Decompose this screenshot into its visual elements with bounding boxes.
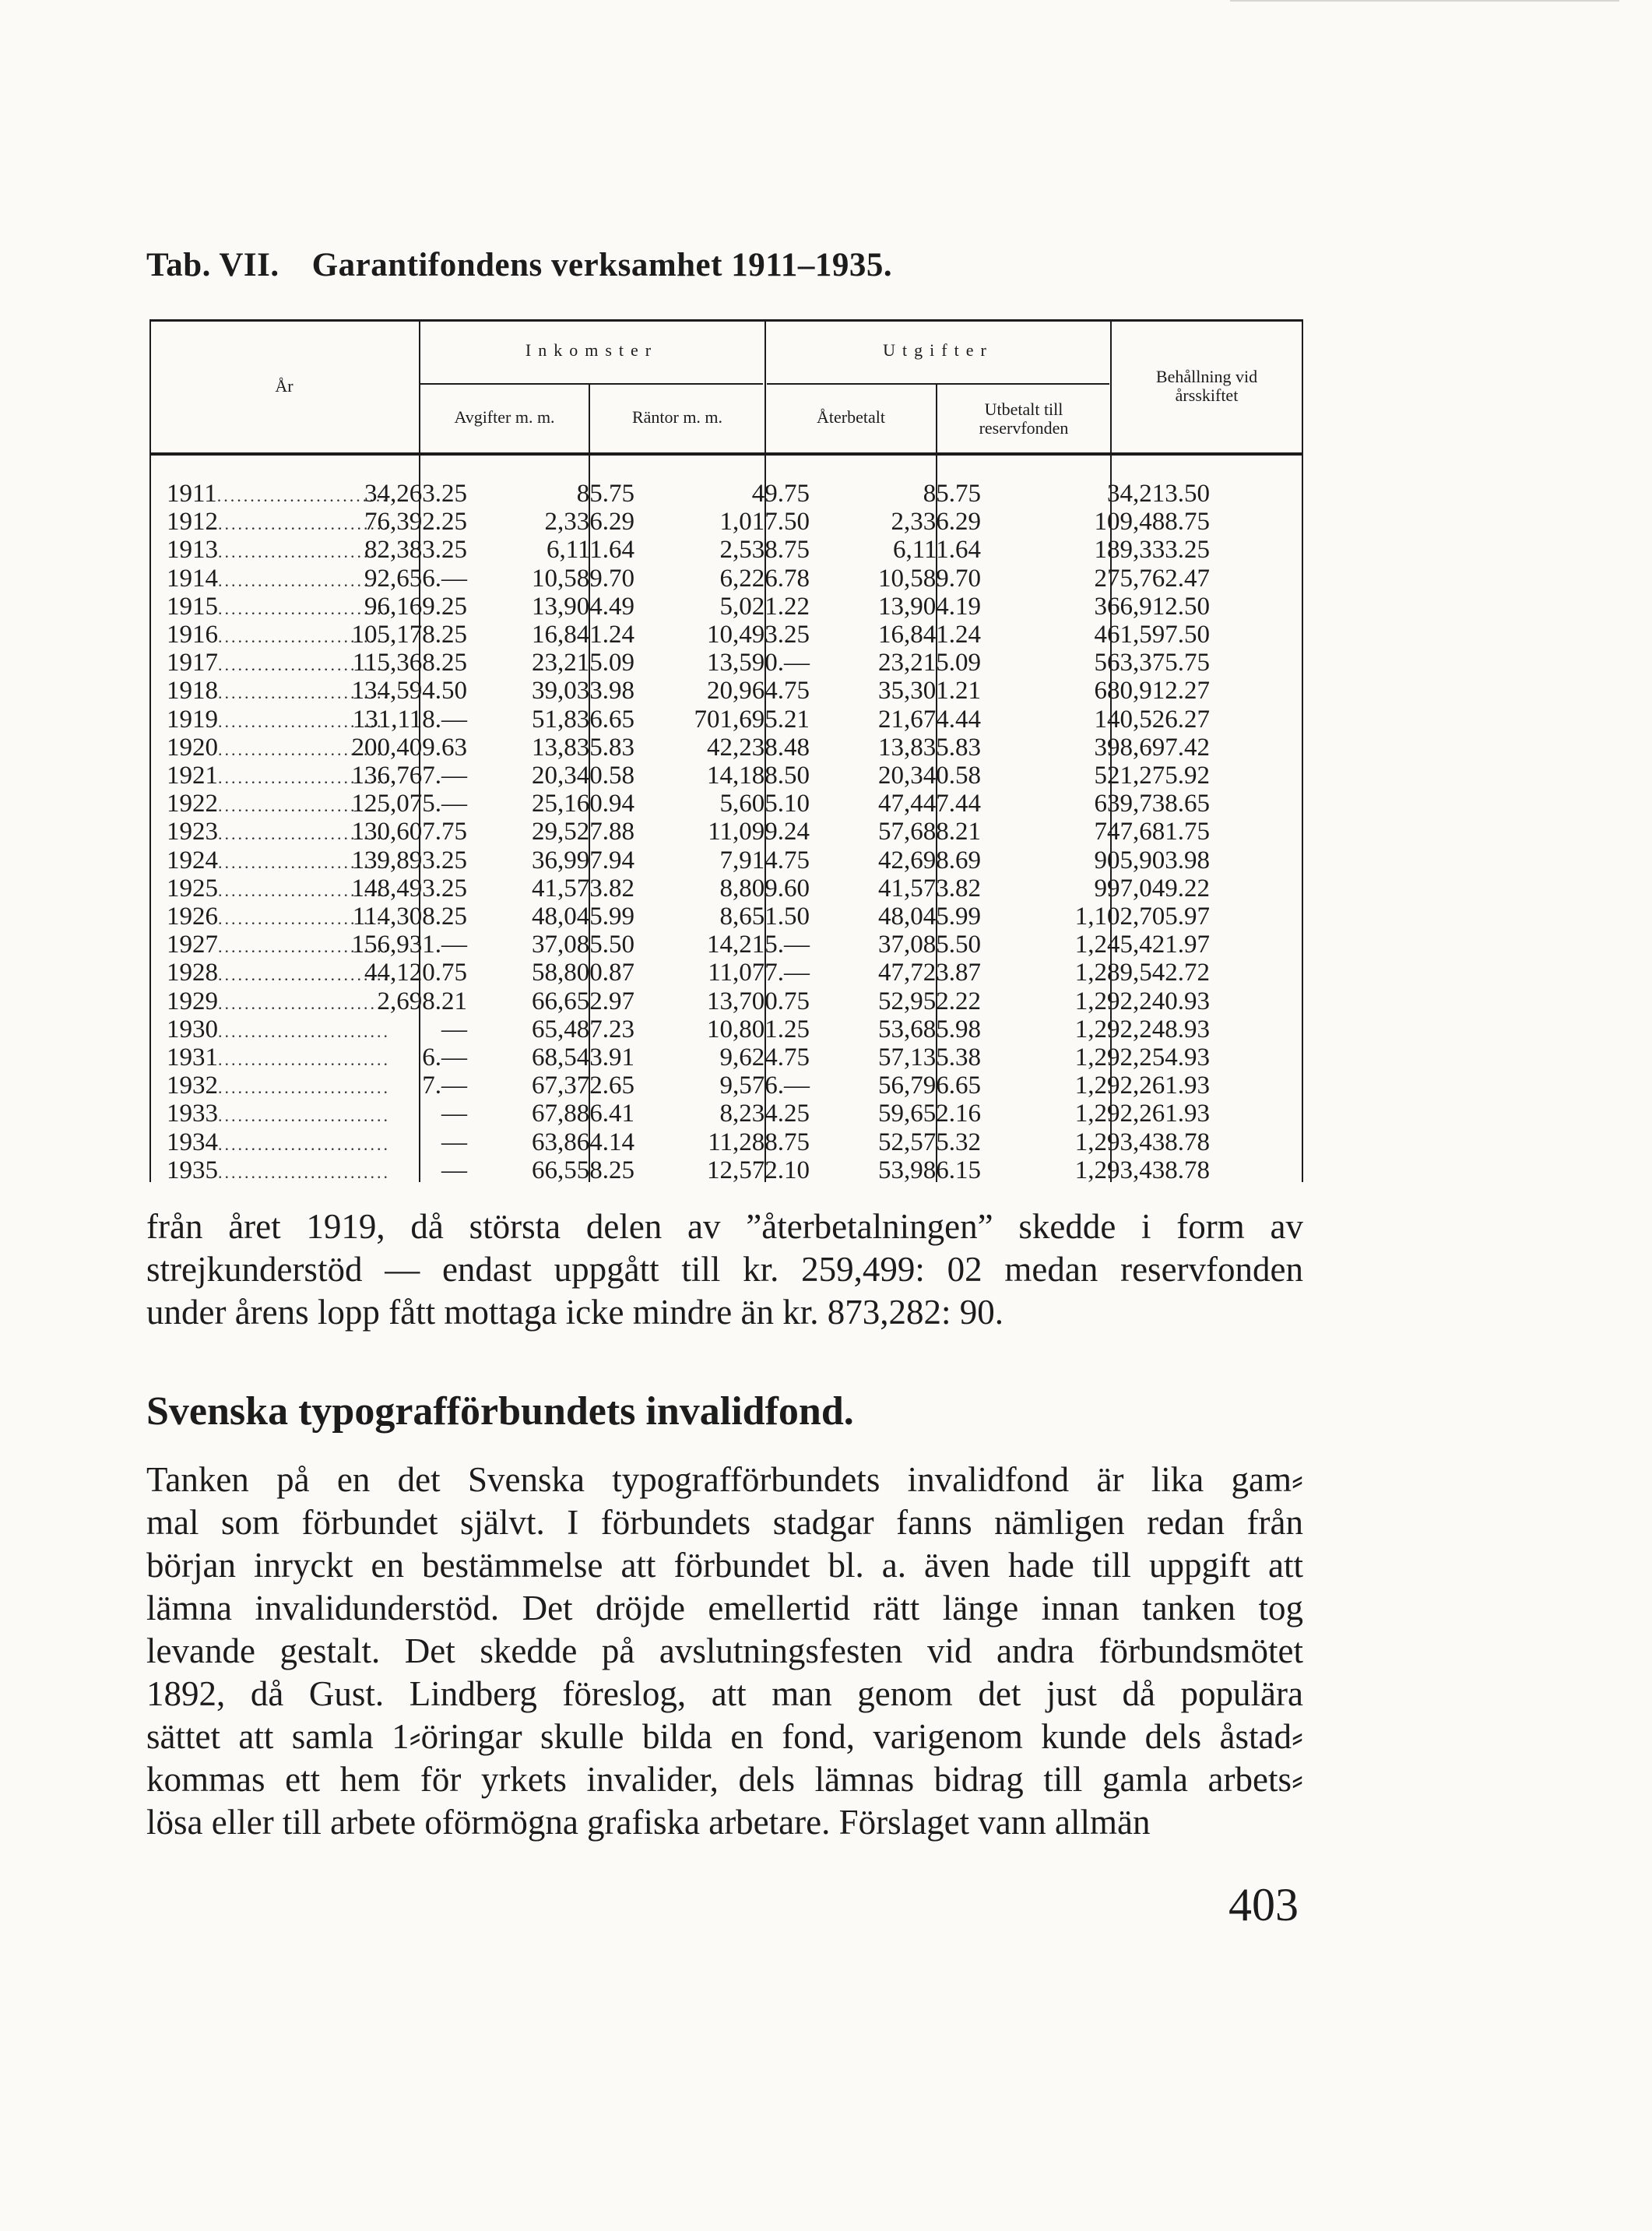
cell-year <box>167 1100 408 1130</box>
cell-repaid: 11,077.— <box>708 959 810 987</box>
cell-fees: 139,893.25 <box>351 846 467 874</box>
table-row <box>149 762 1303 790</box>
cell-fees: 6.— <box>422 1043 467 1072</box>
year-text: 1925 <box>167 874 218 903</box>
year-text: 1932 <box>167 1072 218 1100</box>
cell-interest: 51,836.65 <box>532 705 634 734</box>
cell-balance: 140,526.27 <box>1094 705 1210 734</box>
cell-interest: 2,336.29 <box>544 508 634 537</box>
cell-interest: 29,527.88 <box>532 818 634 846</box>
leader-dots: .......................... <box>218 909 390 928</box>
table-row <box>149 1043 1303 1072</box>
cell-interest: 67,372.65 <box>532 1072 634 1100</box>
cell-interest: 67,886.41 <box>532 1100 634 1128</box>
cell-year <box>167 1015 408 1046</box>
year-text: 1914 <box>167 564 218 593</box>
text-line: sättet att samla 1⸗öringar skulle bilda en fond, varigenom kunde dels åstad⸗ <box>146 1717 1303 1756</box>
cell-repaid: 9,576.— <box>719 1072 810 1100</box>
cell-repaid: 10,801.25 <box>707 1015 810 1043</box>
year-text: 1921 <box>167 762 218 790</box>
table-row <box>149 565 1303 593</box>
cell-fees: 2,698.21 <box>377 987 467 1015</box>
leader-dots: .......................... <box>218 1050 390 1069</box>
cell-year <box>167 1072 408 1102</box>
table-row <box>149 734 1303 762</box>
cell-balance: 1,292,240.93 <box>1074 987 1210 1015</box>
cell-paid: 47,723.87 <box>878 959 981 987</box>
cell-balance: 1,292,248.93 <box>1074 1015 1210 1043</box>
cell-balance: 1,292,261.93 <box>1074 1072 1210 1100</box>
leader-dots: .......................... <box>218 683 390 703</box>
cell-year <box>167 1043 408 1074</box>
cell-balance: 521,275.92 <box>1094 762 1210 790</box>
table-row <box>149 959 1303 987</box>
cell-interest: 36,997.94 <box>532 846 634 874</box>
cell-fees: 200,409.63 <box>351 733 467 762</box>
leader-dots: .......................... <box>218 824 390 844</box>
cell-balance: 189,333.25 <box>1094 536 1210 565</box>
cell-interest: 39,033.98 <box>532 677 634 706</box>
leader-dots: .......................... <box>218 655 390 675</box>
cell-balance: 461,597.50 <box>1094 621 1210 649</box>
leader-dots: .......................... <box>218 993 390 1013</box>
cell-balance: 563,375.75 <box>1094 649 1210 677</box>
cell-interest: 65,487.23 <box>532 1015 634 1043</box>
cell-fees: 96,169.25 <box>364 592 467 621</box>
year-text: 1928 <box>167 959 218 987</box>
header-paid-line1: Utbetalt till <box>984 399 1063 419</box>
cell-balance: 680,912.27 <box>1094 677 1210 706</box>
header-interest: Räntor m. m. <box>631 407 723 427</box>
cell-balance: 275,762.47 <box>1094 564 1210 593</box>
cell-repaid: 9,624.75 <box>719 1043 810 1072</box>
cell-balance: 1,293,438.78 <box>1074 1156 1210 1184</box>
cell-fees: 44,120.75 <box>364 959 467 987</box>
cell-fees: — <box>441 1015 467 1043</box>
cell-interest: 85.75 <box>576 480 634 508</box>
leader-dots: .......................... <box>218 1106 390 1126</box>
table-row <box>149 1072 1303 1100</box>
year-text: 1918 <box>167 677 218 706</box>
cell-balance: 34,213.50 <box>1107 480 1210 508</box>
cell-repaid: 42,238.48 <box>707 733 810 762</box>
table-label: Tab. VII. <box>146 247 279 283</box>
text-line: mal som förbundet självt. I förbundets stadgar fanns nämligen redan från <box>146 1503 1303 1542</box>
cell-interest: 41,573.82 <box>532 874 634 903</box>
text-line: från året 1919, då största delen av ”återbetalningen” skedde i form av <box>146 1207 1303 1246</box>
cell-repaid: 13,590.— <box>707 649 810 677</box>
cell-repaid: 8,234.25 <box>719 1100 810 1128</box>
cell-fees: 115,368.25 <box>352 649 467 677</box>
cell-interest: 20,340.58 <box>532 762 634 790</box>
header-balance-line1: Behållning vid <box>1155 367 1258 386</box>
cell-fees: 92,656.— <box>364 564 467 593</box>
table-row <box>149 790 1303 818</box>
leader-dots: .......................... <box>216 486 389 505</box>
cell-paid: 2,336.29 <box>891 508 981 537</box>
cell-repaid: 1,017.50 <box>719 508 810 537</box>
year-text: 1913 <box>167 536 218 565</box>
cell-year <box>167 1156 408 1187</box>
leader-dots: .......................... <box>218 739 390 759</box>
cell-repaid: 14,215.— <box>707 931 810 959</box>
cell-repaid: 7,914.75 <box>719 846 810 874</box>
year-text: 1922 <box>167 790 218 818</box>
scan-edge-line <box>1230 0 1619 2</box>
year-text: 1911 <box>167 480 217 508</box>
year-text: 1933 <box>167 1100 218 1128</box>
leader-dots: .......................... <box>218 965 390 985</box>
cell-interest: 66,652.97 <box>532 987 634 1015</box>
year-text: 1919 <box>167 705 218 734</box>
cell-fees: — <box>441 1100 467 1128</box>
cell-balance: 1,102,705.97 <box>1074 903 1210 931</box>
cell-paid: 35,301.21 <box>878 677 981 706</box>
leader-dots: .......................... <box>218 768 390 787</box>
expense-group-rule <box>767 383 1109 385</box>
table-row <box>149 1156 1303 1184</box>
table-row <box>149 987 1303 1015</box>
header-income: Inkomster <box>525 340 659 360</box>
cell-balance: 747,681.75 <box>1094 818 1210 846</box>
table-title-text: Garantifondens verksamhet 1911–1935. <box>311 247 893 283</box>
cell-interest: 25,160.94 <box>532 790 634 818</box>
cell-paid: 52,575.32 <box>878 1128 981 1156</box>
cell-paid: 21,674.44 <box>878 705 981 734</box>
cell-fees: 134,594.50 <box>351 677 467 706</box>
cell-repaid: 5,605.10 <box>719 790 810 818</box>
cell-paid: 53,685.98 <box>878 1015 981 1043</box>
cell-interest: 16,841.24 <box>532 621 634 649</box>
cell-fees: 7.— <box>422 1072 467 1100</box>
cell-paid: 41,573.82 <box>878 874 981 903</box>
cell-paid: 37,085.50 <box>878 931 981 959</box>
table-row <box>149 1128 1303 1156</box>
cell-paid: 42,698.69 <box>878 846 981 874</box>
section-heading: Svenska typografförbundets invalidfond. <box>146 1389 854 1434</box>
header-year: År <box>275 376 293 396</box>
cell-repaid: 8,809.60 <box>719 874 810 903</box>
table-row <box>149 874 1303 903</box>
section-paragraph <box>146 1459 1303 1844</box>
year-text: 1934 <box>167 1128 218 1156</box>
year-text: 1935 <box>167 1156 218 1184</box>
cell-interest: 13,904.49 <box>532 592 634 621</box>
year-text: 1924 <box>167 846 218 874</box>
cell-balance: 1,293,438.78 <box>1074 1128 1210 1156</box>
cell-interest: 10,589.70 <box>532 564 634 593</box>
cell-paid: 56,796.65 <box>878 1072 981 1100</box>
cell-paid: 13,904.19 <box>878 592 981 621</box>
leader-dots: .......................... <box>218 598 390 618</box>
cell-balance: 905,903.98 <box>1094 846 1210 874</box>
year-text: 1916 <box>167 621 218 649</box>
cell-interest: 58,800.87 <box>532 959 634 987</box>
year-text: 1931 <box>167 1043 218 1072</box>
leader-dots: .......................... <box>218 937 390 957</box>
leader-dots: .......................... <box>218 627 390 646</box>
text-line: 1892, då Gust. Lindberg föreslog, att man genom det just då populära <box>146 1674 1303 1713</box>
header-expenses: Utgifter <box>883 340 993 360</box>
cell-repaid: 2,538.75 <box>719 536 810 565</box>
year-text: 1929 <box>167 987 218 1015</box>
text-line: under årens lopp fått mottaga icke mindre än kr. 873,282: 90. <box>146 1293 1004 1332</box>
table-title <box>146 246 892 284</box>
cell-balance: 997,049.22 <box>1094 874 1210 903</box>
table-header-rule <box>149 452 1303 456</box>
cell-balance: 1,289,542.72 <box>1074 959 1210 987</box>
cell-balance: 398,697.42 <box>1094 733 1210 762</box>
cell-fees: 130,607.75 <box>351 818 467 846</box>
cell-fees: 105,178.25 <box>351 621 467 649</box>
table-row <box>149 846 1303 874</box>
header-fees: Avgifter m. m. <box>454 407 555 427</box>
leader-dots: .......................... <box>218 514 390 534</box>
cell-paid: 16,841.24 <box>878 621 981 649</box>
year-text: 1920 <box>167 733 218 762</box>
cell-interest: 6,111.64 <box>546 536 634 565</box>
year-text: 1927 <box>167 931 218 959</box>
cell-balance: 109,488.75 <box>1094 508 1210 537</box>
cell-repaid: 5,021.22 <box>719 592 810 621</box>
table-row <box>149 480 1303 508</box>
cell-year <box>167 987 408 1018</box>
cell-fees: 76,392.25 <box>364 508 467 537</box>
cell-balance: 1,292,254.93 <box>1074 1043 1210 1072</box>
year-text: 1930 <box>167 1015 218 1043</box>
header-repaid: Återbetalt <box>817 407 885 427</box>
table-row <box>149 903 1303 931</box>
text-line: början inryckt en bestämmelse att förbundet bl. a. även hade till uppgift att <box>146 1546 1303 1585</box>
cell-fees: 156,931.— <box>351 931 467 959</box>
cell-paid: 85.75 <box>923 480 981 508</box>
cell-interest: 23,215.09 <box>532 649 634 677</box>
cell-repaid: 14,188.50 <box>707 762 810 790</box>
cell-repaid: 6,226.78 <box>719 564 810 593</box>
header-paid-line2: reservfonden <box>979 418 1069 438</box>
table-top-rule <box>149 319 1303 322</box>
cell-paid: 57,135.38 <box>878 1043 981 1072</box>
cell-fees: 136,767.— <box>351 762 467 790</box>
year-text: 1926 <box>167 903 218 931</box>
year-text: 1912 <box>167 508 218 537</box>
cell-interest: 48,045.99 <box>532 903 634 931</box>
cell-balance: 1,292,261.93 <box>1074 1100 1210 1128</box>
table-row <box>149 677 1303 705</box>
cell-paid: 59,652.16 <box>878 1100 981 1128</box>
header-balance-line2: årsskiftet <box>1175 385 1239 405</box>
leader-dots: .......................... <box>218 880 390 900</box>
cell-paid: 53,986.15 <box>878 1156 981 1184</box>
cell-repaid: 13,700.75 <box>707 987 810 1015</box>
table-row <box>149 1015 1303 1043</box>
cell-paid: 52,952.22 <box>878 987 981 1015</box>
cell-repaid: 11,099.24 <box>708 818 810 846</box>
table-row <box>149 508 1303 536</box>
year-text: 1915 <box>167 592 218 621</box>
table-row <box>149 931 1303 959</box>
cell-paid: 23,215.09 <box>878 649 981 677</box>
cell-paid: 20,340.58 <box>878 762 981 790</box>
cell-fees: 125,075.— <box>351 790 467 818</box>
cell-fees: 131,118.— <box>352 705 467 734</box>
cell-paid: 48,045.99 <box>878 903 981 931</box>
text-line: kommas ett hem för yrkets invalider, dels lämnas bidrag till gamla arbets⸗ <box>146 1760 1303 1799</box>
cell-paid: 6,111.64 <box>892 536 981 565</box>
page-number: 403 <box>1228 1879 1299 1930</box>
cell-paid: 47,447.44 <box>878 790 981 818</box>
cell-repaid: 11,288.75 <box>708 1128 810 1156</box>
leader-dots: .......................... <box>218 542 390 562</box>
table-row <box>149 536 1303 564</box>
cell-interest: 68,543.91 <box>532 1043 634 1072</box>
leader-dots: .......................... <box>218 852 390 872</box>
table-row <box>149 621 1303 649</box>
cell-repaid: 10,493.25 <box>707 621 810 649</box>
leader-dots: .......................... <box>218 1078 390 1098</box>
leader-dots: .......................... <box>218 1162 390 1182</box>
cell-paid: 57,688.21 <box>878 818 981 846</box>
leader-dots: .......................... <box>218 796 390 816</box>
cell-interest: 13,835.83 <box>532 733 634 762</box>
table-row <box>149 649 1303 677</box>
cell-balance: 1,245,421.97 <box>1074 931 1210 959</box>
cell-interest: 37,085.50 <box>532 931 634 959</box>
cell-repaid: 20,964.75 <box>707 677 810 706</box>
cell-fees: — <box>441 1128 467 1156</box>
cell-fees: 148,493.25 <box>351 874 467 903</box>
text-line: lösa eller till arbete oförmögna grafiska arbetare. Förslaget vann allmän <box>146 1803 1151 1842</box>
cell-balance: 366,912.50 <box>1094 592 1210 621</box>
table-row <box>149 1100 1303 1128</box>
text-line: strejkunderstöd — endast uppgått till kr. 259,499: 02 medan reservfonden <box>146 1250 1303 1289</box>
cell-repaid: 12,572.10 <box>707 1156 810 1184</box>
table-row <box>149 706 1303 734</box>
cell-year <box>167 1128 408 1159</box>
leader-dots: .......................... <box>218 1021 390 1041</box>
leader-dots: .......................... <box>218 570 390 590</box>
table-row <box>149 818 1303 846</box>
year-text: 1923 <box>167 818 218 846</box>
leader-dots: .......................... <box>218 711 390 731</box>
cell-repaid: 701,695.21 <box>694 705 810 734</box>
cell-paid: 10,589.70 <box>878 564 981 593</box>
income-group-rule <box>420 383 763 385</box>
cell-interest: 63,864.14 <box>532 1128 634 1156</box>
cell-balance: 639,738.65 <box>1094 790 1210 818</box>
cell-repaid: 8,651.50 <box>719 903 810 931</box>
cell-fees: 114,308.25 <box>352 903 467 931</box>
text-line: lämna invalidunderstöd. Det dröjde emellertid rätt länge innan tanken tog <box>146 1589 1303 1628</box>
text-line: Tanken på en det Svenska typografförbundets invalidfond är lika gam⸗ <box>146 1460 1303 1499</box>
paragraph-after-table <box>146 1205 1303 1334</box>
cell-paid: 13,835.83 <box>878 733 981 762</box>
cell-fees: — <box>441 1156 467 1184</box>
table-row <box>149 593 1303 621</box>
cell-repaid: 49.75 <box>751 480 810 508</box>
text-line: levande gestalt. Det skedde på avslutningsfesten vid andra förbundsmötet <box>146 1631 1303 1670</box>
year-text: 1917 <box>167 649 218 677</box>
cell-fees: 34,263.25 <box>364 480 467 508</box>
cell-fees: 82,383.25 <box>364 536 467 565</box>
leader-dots: .......................... <box>218 1134 390 1154</box>
cell-interest: 66,558.25 <box>532 1156 634 1184</box>
